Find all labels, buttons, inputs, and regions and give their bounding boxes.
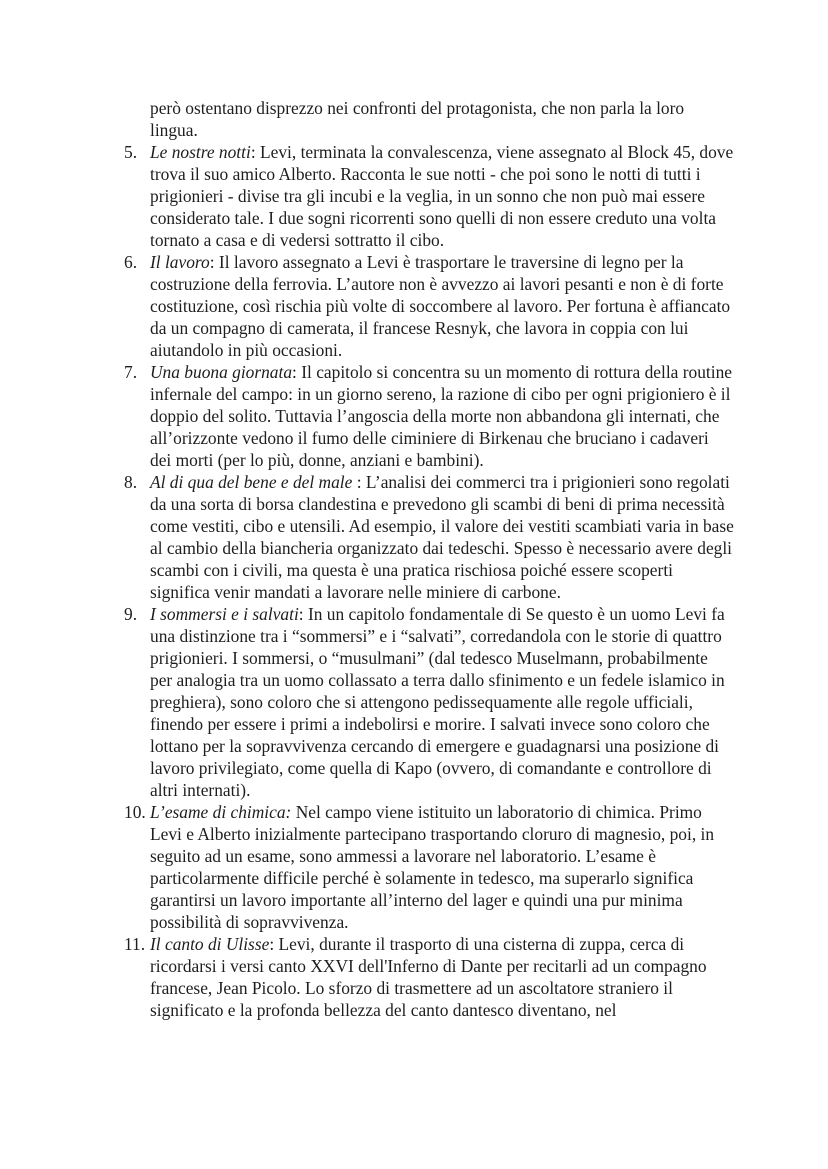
chapter-item-5 [124, 141, 734, 251]
chapter-summary: L’analisi dei commerci tra i prigionieri sono regolati da una sorta di borsa clandestina e prevedono gli scambi di beni di prima necessità come vestiti, cibo e utensili. Ad esempio, il valore dei vestiti scambiati varia in base al cambio della biancheria organizzato dai tedeschi. Spesso è necessario avere degli scambi con i civili, ma questa è una pratica rischiosa poiché essere scoperti significa venir mandati a lavorare nelle miniere di carbone. [150, 472, 734, 602]
chapter-item-10 [124, 801, 734, 933]
document-body [124, 97, 734, 1021]
chapter-summary: Nel campo viene istituito un laboratorio di chimica. Primo Levi e Alberto inizialmente partecipano trasportando cloruro di magnesio, poi, in seguito ad un esame, sono ammessi a lavorare nel laboratorio. L’esame è particolarmente difficile perché è solamente in tedesco, ma superarlo significa garantirsi un lavoro importante all’interno del lager e quindi una pur minima possibilità di sopravvivenza. [150, 802, 715, 932]
chapter-title: Il canto di Ulisse [150, 934, 270, 954]
chapter-number: 8. [124, 472, 138, 492]
chapter-title: L’esame di chimica: [150, 802, 292, 822]
chapter-number: 7. [124, 362, 138, 382]
continuation-paragraph: però ostentano disprezzo nei confronti del protagonista, che non parla la loro lingua. [150, 98, 685, 140]
chapter-number: 9. [124, 604, 138, 624]
chapter-summary: Levi, durante il trasporto di una cisterna di zuppa, cerca di ricordarsi i versi canto XXVI dell'Inferno di Dante per recitarli ad un compagno francese, Jean Picolo. Lo sforzo di trasmettere ad un ascoltatore straniero il significato e la profonda bellezza del canto dantesco diventano, nel [150, 934, 707, 1020]
chapter-title: Al di qua del bene e del male [150, 472, 353, 492]
chapter-summary: Levi, terminata la convalescenza, viene assegnato al Block 45, dove trova il suo amico Alberto. Racconta le sue notti - che poi sono le notti di tutti i prigionieri - divise tra gli incubi e la veglia, in un sonno che non può mai essere considerato tale. I due sogni ricorrenti sono quelli di non essere creduto una volta tornato a casa e di vedersi sottratto il cibo. [150, 142, 734, 250]
chapter-item-8 [124, 471, 734, 603]
chapter-summary: In un capitolo fondamentale di Se questo è un uomo Levi fa una distinzione tra i “sommersi” e i “salvati”, corredandola con le storie di quattro prigionieri. I sommersi, o “musulmani” (dal tedesco Muselmann, probabilmente per analogia tra un uomo collassato a terra dallo sfinimento e un fedele islamico in preghiera), sono coloro che si attengono pedissequamente alle regole ufficiali, finendo per essere i primi a indebolirsi e morire. I salvati invece sono coloro che lottano per la sopravvivenza cercando di emergere e guadagnarsi una posizione di lavoro privilegiato, come quella di Kapo (ovvero, di comandante e controllore di altri internati). [150, 604, 725, 800]
chapter-separator: : [269, 934, 279, 954]
chapter-item-7 [124, 361, 734, 471]
chapter-item-9 [124, 603, 734, 801]
chapter-separator: : [352, 472, 366, 492]
chapter-list [124, 141, 734, 1021]
chapter-title: I sommersi e i salvati [150, 604, 299, 624]
chapter-title: Una buona giornata [150, 362, 293, 382]
chapter-separator: : [209, 252, 219, 272]
chapter-item-11 [124, 933, 734, 1021]
chapter-number: 5. [124, 142, 138, 162]
chapter-summary: Il capitolo si concentra su un momento di rottura della routine infernale del campo: in un giorno sereno, la razione di cibo per ogni prigioniero è il doppio del solito. Tuttavia l’angoscia della morte non abbandona gli internati, che all’orizzonte vedono il fumo delle ciminiere di Birkenau che bruciano i cadaveri dei morti (per lo più, donne, anziani e bambini). [150, 362, 733, 470]
chapter-separator: : [298, 604, 308, 624]
chapter-summary: Il lavoro assegnato a Levi è trasportare le traversine di legno per la costruzione della ferrovia. L’autore non è avvezzo ai lavori pesanti e non è di forte costituzione, così rischia più volte di soccombere al lavoro. Per fortuna è affiancato da un compagno di camerata, il francese Resnyk, che lavora in coppia con lui aiutandolo in più occasioni. [150, 252, 731, 360]
chapter-number: 6. [124, 252, 138, 272]
chapter-number: 11. [124, 934, 146, 954]
chapter-item-6 [124, 251, 734, 361]
chapter-separator: : [292, 362, 302, 382]
chapter-title: Le nostre notti [150, 142, 251, 162]
chapter-title: Il lavoro [150, 252, 210, 272]
chapter-number: 10. [124, 802, 146, 822]
chapter-separator: : [250, 142, 260, 162]
